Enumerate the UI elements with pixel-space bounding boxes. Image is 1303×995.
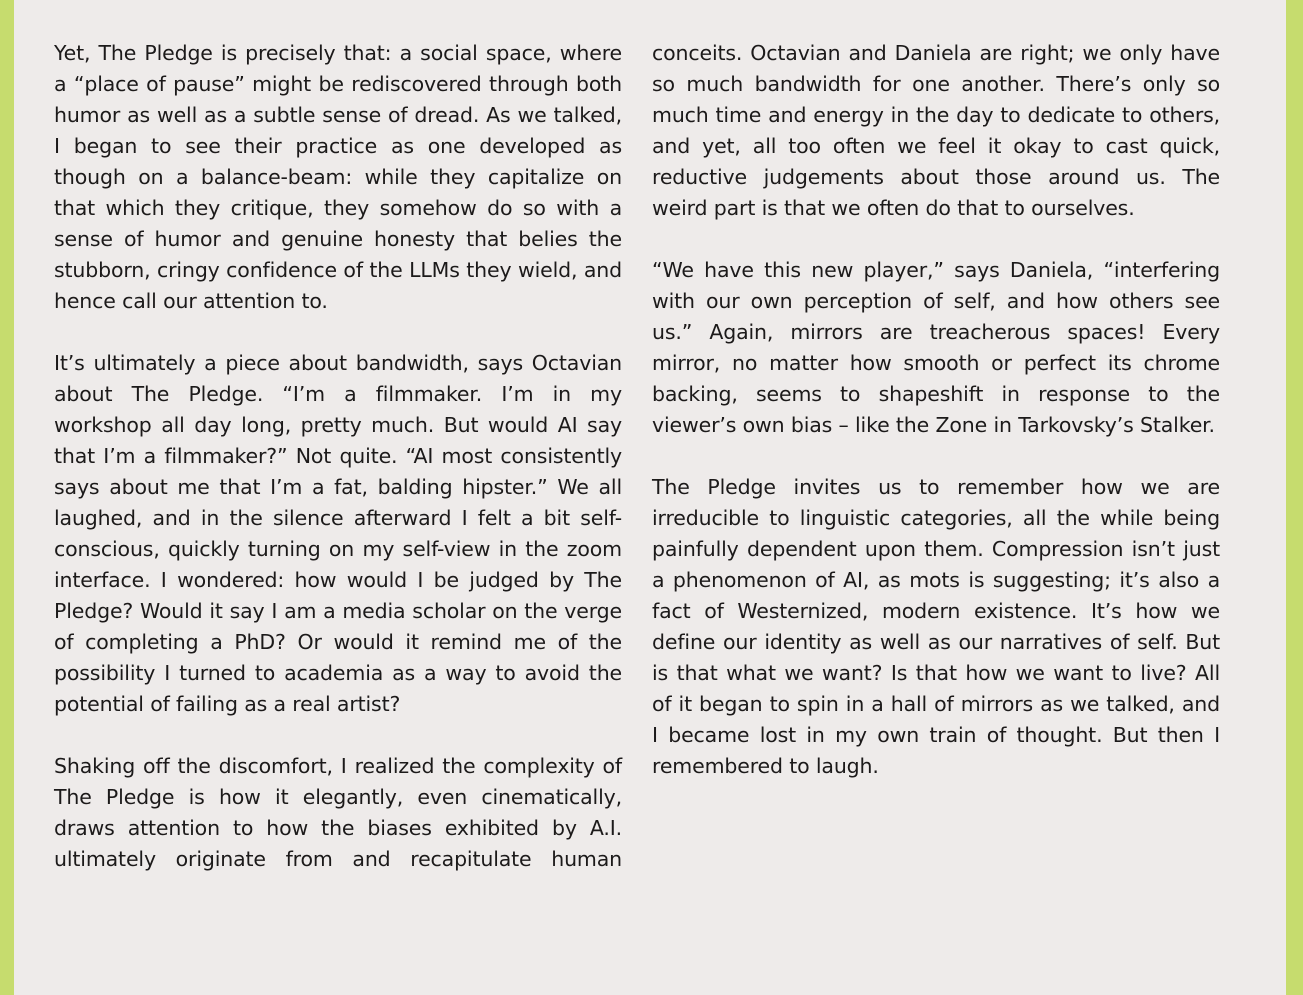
left-column (54, 38, 622, 875)
paragraph-bandwidth: It’s ultimately a piece about bandwidth, says Octavian about The Pledge. “I’m a filmmaker. I’m in my workshop all day long, pretty much. But would AI say that I’m a filmmaker?” Not quite. “AI most consistently says about me that I’m a fat, balding hipster.” We all laughed, and in the silence afterward I felt a bit self-conscious, quickly turning on my self-view in the zoom interface. I wondered: how would I be judged by The Pledge? Would it say I am a media scholar on the verge of completing a PhD? Or would it remind me of the possibility I turned to academia as a way to avoid the potential of failing as a real artist? (54, 351, 622, 716)
paragraph-conceits: conceits. Octavian and Daniela are right; we only have so much bandwidth for one another. There’s only so much time and energy in the day to dedicate to others, and yet, all too often we feel it okay to cast quick, reductive judgements about those around us. The weird part is that we often do that to ourselves. (652, 41, 1220, 220)
paragraph-irreducible: The Pledge invites us to remember how we are irreducible to linguistic categories, all the while being painfully dependent upon them. Compression isn’t just a phenomenon of AI, as mots is suggesting; it’s also a fact of Westernized, modern existence. It’s how we define our identity as well as our narratives of self. But is that what we want? Is that how we want to live? All of it began to spin in a hall of mirrors as we talked, and I became lost in my own train of thought. But then I remembered to laugh. (652, 475, 1220, 778)
paragraph-new-player: “We have this new player,” says Daniela, “interfering with our own perception of self, and how others see us.” Again, mirrors are treacherous spaces! Every mirror, no matter how smooth or perfect its chrome backing, seems to shapeshift in response to the viewer’s own bias – like the Zone in Tarkovsky’s Stalker. (652, 258, 1220, 437)
article-page (14, 0, 1286, 995)
right-column (652, 38, 1220, 782)
paragraph-discomfort: Shaking off the discomfort, I realized the complexity of The Pledge is how it elegantly, even cinematically, draws attention to how the biases exhibited by A.I. ultimately originate from and recapitulate human (54, 754, 622, 871)
paragraph-place-of-pause: Yet, The Pledge is precisely that: a social space, where a “place of pause” might be rediscovered through both humor as well as a subtle sense of dread. As we talked, I began to see their practice as one developed as though on a balance-beam: while they capitalize on that which they critique, they somehow do so with a sense of humor and genuine honesty that belies the stubborn, cringy confidence of the LLMs they wield, and hence call our attention to. (54, 41, 622, 313)
